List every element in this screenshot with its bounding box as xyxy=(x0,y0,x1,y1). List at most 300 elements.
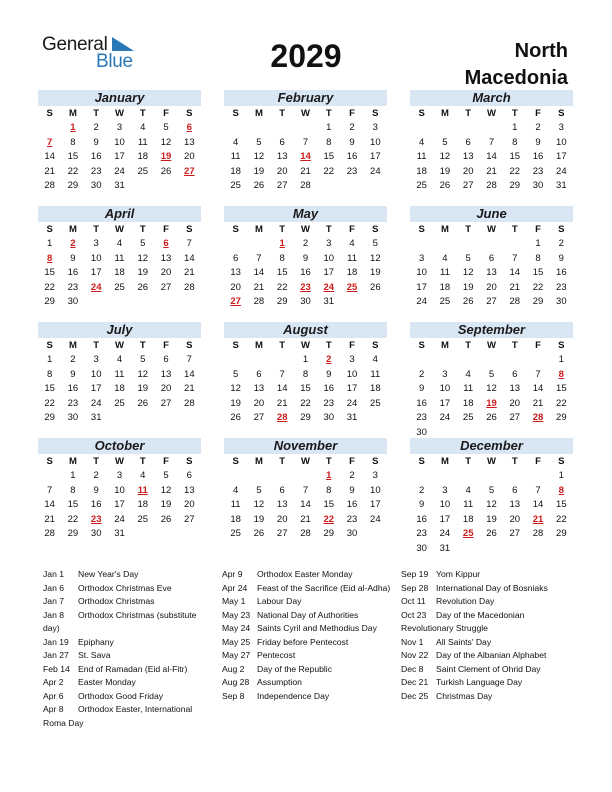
weekday-label: T xyxy=(325,456,332,467)
week-row xyxy=(410,150,573,165)
day-cell: 5 xyxy=(163,122,169,133)
weekday-label: F xyxy=(163,224,169,235)
day-cell: 7 xyxy=(186,354,192,365)
day-cell: 9 xyxy=(349,484,355,496)
empty-day-cell xyxy=(131,411,154,426)
empty-day-cell xyxy=(317,179,340,194)
empty-day-cell xyxy=(154,295,177,310)
day-cell: 26 xyxy=(253,528,265,539)
day-cell: 31 xyxy=(323,296,335,307)
day-cell: 18 xyxy=(230,165,241,177)
weekday-label: S xyxy=(372,224,379,235)
day-cell: 14 xyxy=(486,151,497,162)
day-cell: 24 xyxy=(370,513,381,525)
day-cell: 18 xyxy=(137,151,149,162)
day-cell: 22 xyxy=(44,281,55,293)
day-cell: 9 xyxy=(302,252,309,264)
day-cell: 18 xyxy=(114,267,125,278)
day-cell: 25 xyxy=(114,281,125,293)
day-cell: 3 xyxy=(442,484,448,496)
month-header: May xyxy=(224,206,387,222)
weekday-label: T xyxy=(511,108,518,119)
holiday-day-cell: 7 xyxy=(46,136,53,148)
holiday-date: Nov 1 xyxy=(401,636,424,647)
weekday-label: S xyxy=(558,108,565,119)
empty-day-cell xyxy=(247,237,270,252)
day-cell: 12 xyxy=(370,252,381,264)
holiday-date: Apr 8 xyxy=(43,704,64,714)
holiday-name: Orthodox Easter, International Roma Day xyxy=(43,704,193,728)
month-july xyxy=(38,322,201,426)
empty-day-cell xyxy=(294,469,317,484)
week-row xyxy=(410,281,573,296)
day-cell: 9 xyxy=(93,484,99,496)
day-cell: 20 xyxy=(184,499,195,510)
holiday-entry xyxy=(43,582,213,596)
day-cell: 3 xyxy=(349,354,355,365)
holiday-date: Jan 7 xyxy=(43,596,65,606)
weekday-label: W xyxy=(115,340,124,351)
week-row xyxy=(410,136,573,151)
day-cell: 25 xyxy=(230,528,241,539)
holiday-entry xyxy=(43,609,213,636)
day-cell: 19 xyxy=(253,513,265,525)
empty-day-cell xyxy=(433,353,456,368)
day-cell: 28 xyxy=(44,180,55,191)
empty-day-cell xyxy=(154,527,177,542)
day-cell: 10 xyxy=(439,383,451,394)
day-cell: 4 xyxy=(442,252,448,264)
week-row xyxy=(410,368,573,383)
day-cell: 5 xyxy=(465,252,471,264)
day-cell: 5 xyxy=(488,484,495,496)
week-row xyxy=(38,513,201,528)
weekday-label: T xyxy=(325,340,332,351)
holiday-name: Easter Monday xyxy=(78,677,136,687)
holiday-day-cell: 28 xyxy=(276,412,288,423)
weekday-label: M xyxy=(440,108,449,119)
day-cell: 6 xyxy=(232,252,239,264)
day-cell: 16 xyxy=(556,267,567,278)
day-cell: 24 xyxy=(556,165,567,177)
week-row xyxy=(410,498,573,513)
day-cell: 6 xyxy=(512,368,518,380)
day-cell: 30 xyxy=(300,296,311,307)
holiday-name: Orthodox Christmas (substitute day) xyxy=(43,609,197,633)
holiday-name: Saints Cyril and Methodius Day xyxy=(257,623,377,633)
week-row xyxy=(38,165,201,180)
day-cell: 12 xyxy=(137,252,149,264)
holiday-name: Pentecost xyxy=(257,650,296,660)
day-cell: 1 xyxy=(46,354,53,365)
day-cell: 7 xyxy=(302,484,309,496)
day-cell: 4 xyxy=(465,484,471,496)
weekday-label: M xyxy=(68,224,77,235)
holiday-day-cell: 1 xyxy=(70,122,76,133)
empty-day-cell xyxy=(294,121,317,136)
holiday-day-cell: 2 xyxy=(326,354,332,365)
holiday-name: End of Ramadan (Eid al-Fitr) xyxy=(78,663,188,674)
empty-day-cell xyxy=(224,237,247,252)
day-cell: 12 xyxy=(230,383,241,394)
weekday-label: W xyxy=(301,456,310,467)
day-cell: 20 xyxy=(184,151,195,162)
day-cell: 11 xyxy=(416,151,427,162)
day-cell: 26 xyxy=(230,412,241,423)
day-cell: 25 xyxy=(114,397,125,409)
empty-day-cell xyxy=(178,411,201,426)
day-cell: 19 xyxy=(137,383,149,394)
day-cell: 19 xyxy=(370,267,381,278)
day-cell: 17 xyxy=(114,151,125,162)
weekday-label: S xyxy=(232,224,239,235)
empty-day-cell xyxy=(85,295,108,310)
weekday-label: M xyxy=(254,456,263,467)
empty-day-cell xyxy=(457,353,480,368)
weekday-header-row xyxy=(410,223,573,237)
day-cell: 8 xyxy=(302,368,309,380)
day-cell: 12 xyxy=(439,151,451,162)
holiday-date: Oct 11 xyxy=(401,596,426,606)
holiday-day-cell: 24 xyxy=(323,281,335,293)
country-line-2: Macedonia xyxy=(464,67,568,89)
day-cell: 21 xyxy=(300,513,311,525)
week-row xyxy=(224,121,387,136)
empty-day-cell xyxy=(154,411,177,426)
day-cell: 11 xyxy=(230,151,241,162)
weekday-label: S xyxy=(186,456,193,467)
day-cell: 20 xyxy=(253,397,265,409)
day-cell: 15 xyxy=(300,383,311,394)
holiday-entry xyxy=(43,663,213,677)
holiday-name: Saint Clement of Ohrid Day xyxy=(436,663,541,674)
empty-day-cell xyxy=(526,353,549,368)
day-cell: 8 xyxy=(46,368,53,380)
holiday-entry xyxy=(222,649,397,663)
day-cell: 27 xyxy=(509,412,521,423)
week-row xyxy=(410,542,573,557)
day-cell: 29 xyxy=(67,528,79,539)
day-cell: 8 xyxy=(326,484,332,496)
holiday-date: May 24 xyxy=(222,623,251,633)
weekday-label: M xyxy=(254,340,263,351)
weekday-label: W xyxy=(487,340,496,351)
week-row xyxy=(38,411,201,426)
holiday-entry xyxy=(401,582,571,596)
month-header: January xyxy=(38,90,201,106)
holiday-name: Independence Day xyxy=(257,690,330,701)
empty-day-cell xyxy=(108,411,131,426)
day-cell: 24 xyxy=(114,513,125,525)
day-cell: 11 xyxy=(439,267,450,278)
day-cell: 23 xyxy=(90,165,102,177)
day-cell: 23 xyxy=(346,513,358,525)
empty-day-cell xyxy=(178,179,201,194)
holiday-column xyxy=(222,568,397,703)
holiday-name: Assumption xyxy=(257,677,302,687)
day-cell: 22 xyxy=(67,513,79,525)
day-cell: 18 xyxy=(416,165,427,177)
day-cell: 1 xyxy=(46,238,53,249)
empty-day-cell xyxy=(247,353,270,368)
weekday-label: M xyxy=(440,224,449,235)
day-cell: 3 xyxy=(418,252,425,264)
day-cell: 26 xyxy=(462,296,474,307)
day-cell: 9 xyxy=(418,499,425,510)
day-cell: 18 xyxy=(137,499,149,510)
empty-day-cell xyxy=(108,295,131,310)
month-august xyxy=(224,322,387,426)
day-cell: 20 xyxy=(276,513,288,525)
holiday-entry xyxy=(401,663,571,677)
month-april xyxy=(38,206,201,310)
holiday-day-cell: 19 xyxy=(160,151,172,162)
week-row xyxy=(224,353,387,368)
week-row xyxy=(38,150,201,165)
week-row xyxy=(224,513,387,528)
day-cell: 28 xyxy=(184,281,195,293)
day-cell: 7 xyxy=(186,238,192,249)
day-cell: 6 xyxy=(279,136,285,148)
day-cell: 7 xyxy=(488,136,495,148)
day-cell: 25 xyxy=(137,165,149,177)
day-cell: 29 xyxy=(276,296,288,307)
day-cell: 1 xyxy=(558,470,564,481)
empty-day-cell xyxy=(131,295,154,310)
day-cell: 14 xyxy=(509,267,521,278)
day-cell: 7 xyxy=(46,484,53,496)
day-cell: 10 xyxy=(370,484,381,496)
weekday-label: F xyxy=(349,224,355,235)
day-cell: 22 xyxy=(44,397,55,409)
empty-day-cell xyxy=(480,121,503,136)
day-cell: 22 xyxy=(300,397,311,409)
week-row xyxy=(224,484,387,499)
month-header: June xyxy=(410,206,573,222)
empty-day-cell xyxy=(38,469,61,484)
weekday-header-row xyxy=(410,455,573,469)
day-cell: 25 xyxy=(230,180,241,191)
day-cell: 3 xyxy=(93,354,99,365)
day-cell: 15 xyxy=(276,267,288,278)
week-row xyxy=(38,281,201,296)
day-cell: 10 xyxy=(114,136,125,148)
holiday-entry xyxy=(222,582,397,596)
month-march xyxy=(410,90,573,194)
day-cell: 19 xyxy=(160,499,172,510)
weekday-label: F xyxy=(163,340,169,351)
weekday-label: T xyxy=(325,224,332,235)
day-cell: 10 xyxy=(416,267,427,278)
holiday-day-cell: 25 xyxy=(462,528,474,539)
day-cell: 6 xyxy=(279,484,285,496)
day-cell: 24 xyxy=(439,528,451,539)
holiday-column xyxy=(43,568,213,730)
day-cell: 27 xyxy=(160,281,172,293)
holiday-date: Jan 8 xyxy=(43,609,65,620)
empty-day-cell xyxy=(154,179,177,194)
day-cell: 18 xyxy=(230,513,241,525)
day-cell: 28 xyxy=(44,528,55,539)
empty-day-cell xyxy=(247,121,270,136)
holiday-date: Oct 23 xyxy=(401,609,427,620)
weekday-label: T xyxy=(465,456,472,467)
day-cell: 6 xyxy=(488,252,495,264)
day-cell: 31 xyxy=(114,528,125,539)
day-cell: 2 xyxy=(349,122,355,133)
weekday-label: S xyxy=(558,340,565,351)
weekday-label: T xyxy=(139,108,146,119)
holiday-entry xyxy=(401,649,571,663)
day-cell: 30 xyxy=(323,412,335,423)
weekday-label: T xyxy=(465,340,472,351)
day-cell: 27 xyxy=(184,513,195,525)
empty-day-cell xyxy=(340,295,363,310)
month-october xyxy=(38,438,201,542)
day-cell: 28 xyxy=(184,397,195,409)
holiday-date: Aug 28 xyxy=(222,677,250,687)
weekday-label: S xyxy=(46,108,53,119)
day-cell: 7 xyxy=(535,368,541,380)
month-header: February xyxy=(224,90,387,106)
holiday-entry xyxy=(222,690,397,704)
weekday-label: T xyxy=(511,456,518,467)
day-cell: 12 xyxy=(253,151,265,162)
day-cell: 17 xyxy=(439,397,451,409)
day-cell: 11 xyxy=(370,368,381,380)
week-row xyxy=(224,397,387,412)
day-cell: 2 xyxy=(93,122,99,133)
weekday-label: W xyxy=(301,340,310,351)
empty-day-cell xyxy=(503,353,526,368)
empty-day-cell xyxy=(364,179,387,194)
week-row xyxy=(38,136,201,151)
weekday-label: M xyxy=(68,340,77,351)
day-cell: 17 xyxy=(90,267,102,278)
weekday-label: W xyxy=(301,224,310,235)
day-cell: 21 xyxy=(184,383,195,394)
day-cell: 10 xyxy=(556,136,567,148)
day-cell: 26 xyxy=(370,281,381,293)
holiday-entry xyxy=(401,636,571,650)
weekday-label: W xyxy=(487,456,496,467)
day-cell: 15 xyxy=(323,151,335,162)
day-cell: 2 xyxy=(93,470,99,481)
day-cell: 13 xyxy=(160,252,172,264)
day-cell: 24 xyxy=(114,165,125,177)
day-cell: 17 xyxy=(439,513,451,525)
month-january xyxy=(38,90,201,194)
holiday-day-cell: 27 xyxy=(230,296,241,307)
week-row xyxy=(224,469,387,484)
day-cell: 27 xyxy=(462,180,474,191)
weekday-label: S xyxy=(46,340,53,351)
weekday-label: W xyxy=(487,224,496,235)
day-cell: 4 xyxy=(140,122,146,133)
empty-day-cell xyxy=(480,542,503,557)
day-cell: 31 xyxy=(556,180,567,191)
holiday-name: Orthodox Easter Monday xyxy=(257,569,353,579)
day-cell: 29 xyxy=(300,412,311,423)
day-cell: 27 xyxy=(276,180,288,191)
weekday-label: F xyxy=(349,340,355,351)
week-row xyxy=(38,266,201,281)
week-row xyxy=(410,295,573,310)
day-cell: 24 xyxy=(416,296,427,307)
day-cell: 9 xyxy=(535,136,541,148)
empty-day-cell xyxy=(457,542,480,557)
week-row xyxy=(38,382,201,397)
day-cell: 10 xyxy=(90,368,102,380)
day-cell: 14 xyxy=(532,383,544,394)
day-cell: 21 xyxy=(276,397,288,409)
day-cell: 12 xyxy=(160,136,172,148)
day-cell: 12 xyxy=(160,484,172,496)
day-cell: 2 xyxy=(349,470,355,481)
day-cell: 18 xyxy=(462,513,474,525)
day-cell: 2 xyxy=(70,354,76,365)
holiday-date: Dec 25 xyxy=(401,690,429,701)
day-cell: 28 xyxy=(253,296,265,307)
holiday-name: Orthodox Christmas xyxy=(78,596,155,606)
holiday-name: Yom Kippur xyxy=(436,569,481,579)
day-cell: 18 xyxy=(439,281,451,293)
day-cell: 14 xyxy=(532,499,544,510)
weekday-label: S xyxy=(558,224,565,235)
day-cell: 4 xyxy=(418,136,425,148)
weekday-label: S xyxy=(232,456,239,467)
holiday-entry xyxy=(222,676,397,690)
week-row xyxy=(224,295,387,310)
day-cell: 29 xyxy=(44,412,55,423)
day-cell: 11 xyxy=(114,252,125,264)
day-cell: 25 xyxy=(416,180,427,191)
holiday-day-cell: 28 xyxy=(532,412,544,423)
day-cell: 5 xyxy=(256,136,262,148)
week-row xyxy=(410,382,573,397)
holiday-date: Nov 22 xyxy=(401,650,429,660)
holiday-day-cell: 8 xyxy=(558,484,564,496)
weekday-label: M xyxy=(440,340,449,351)
weekday-label: S xyxy=(558,456,565,467)
holiday-name: Feast of the Sacrifice (Eid al-Adha) xyxy=(257,582,391,593)
month-november xyxy=(224,438,387,542)
day-cell: 3 xyxy=(93,238,99,249)
day-cell: 7 xyxy=(535,484,541,496)
holiday-entry xyxy=(401,676,571,690)
month-february xyxy=(224,90,387,194)
weekday-label: T xyxy=(465,224,472,235)
day-cell: 6 xyxy=(465,136,471,148)
logo-general-text: General xyxy=(42,34,108,55)
holiday-date: May 1 xyxy=(222,596,246,606)
day-cell: 13 xyxy=(509,499,521,510)
day-cell: 16 xyxy=(416,513,427,525)
day-cell: 16 xyxy=(90,151,102,162)
empty-day-cell xyxy=(550,542,573,557)
holiday-date: Apr 24 xyxy=(222,582,248,593)
weekday-header-row xyxy=(224,455,387,469)
weekday-header-row xyxy=(38,339,201,353)
day-cell: 20 xyxy=(160,267,172,278)
holiday-name: Day of the Republic xyxy=(257,663,332,674)
weekday-label: S xyxy=(232,340,239,351)
empty-day-cell xyxy=(271,469,294,484)
month-header: November xyxy=(224,438,387,454)
day-cell: 2 xyxy=(302,238,309,249)
day-cell: 13 xyxy=(253,383,265,394)
day-cell: 11 xyxy=(230,499,241,510)
